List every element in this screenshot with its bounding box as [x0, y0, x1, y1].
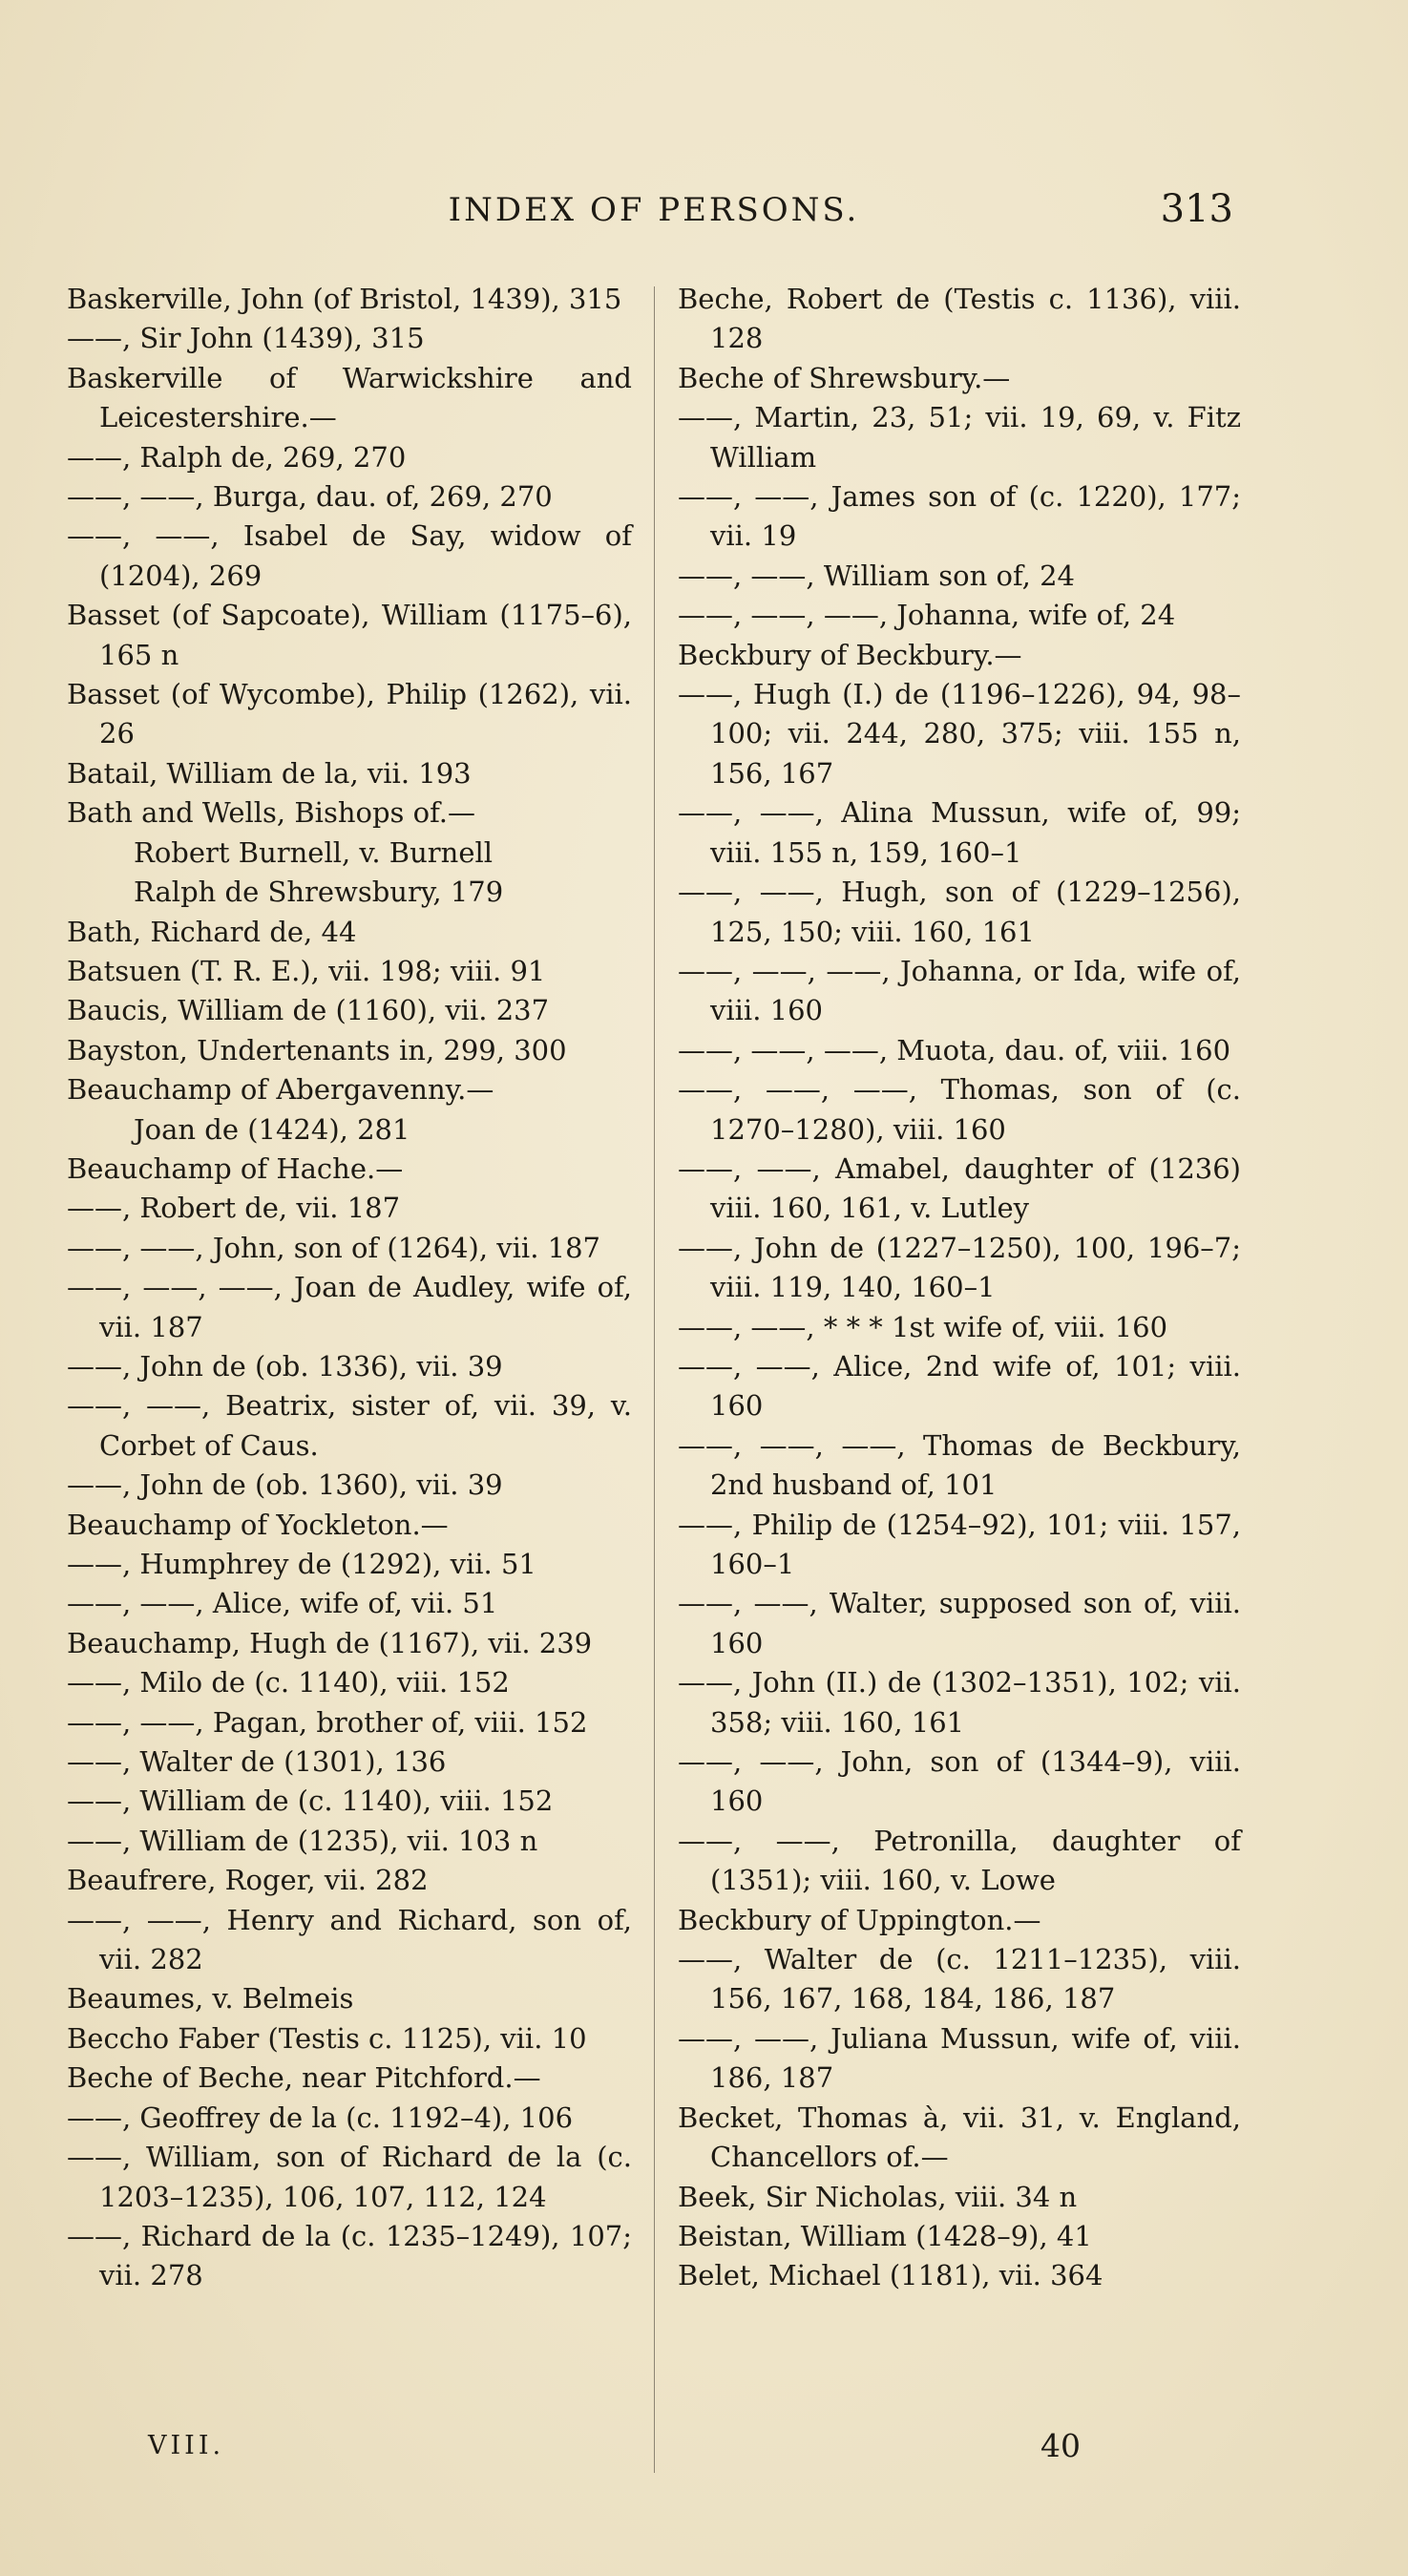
index-entry: Beauchamp of Yockleton.— — [67, 1508, 449, 1541]
index-entry: Ralph de Shrewsbury, 179 — [134, 876, 504, 909]
index-entry: Robert Burnell, v. Burnell — [134, 835, 494, 869]
right-column — [678, 280, 1241, 2296]
index-entry: Bath and Wells, Bishops of.— — [67, 796, 476, 830]
index-entry: Beistan, William (1428–9), 41 — [678, 2219, 1092, 2252]
index-entry: Beckbury of Beckbury.— — [678, 638, 1022, 671]
index-entry: ——, ——, Burga, dau. of, 269, 270 — [67, 480, 553, 514]
index-entry: ——, ——, Juliana Mussun, wife of, viii. 186, 187 — [678, 2021, 1241, 2095]
index-entry: ——, ——, ——, Johanna, or Ida, wife of, viii. 160 — [678, 954, 1241, 1027]
index-entry: ——, ——, Hugh, son of (1229–1256), 125, 150; viii. 160, 161 — [678, 876, 1241, 948]
index-entry: Batail, William de la, vii. 193 — [67, 756, 472, 790]
index-entry: Beche of Shrewsbury.— — [678, 361, 1011, 394]
signature-mark: VIII. — [148, 2431, 225, 2460]
index-entry: ——, Walter de (1301), 136 — [67, 1745, 447, 1779]
index-entry: ——, ——, Henry and Richard, son of, vii. 282 — [67, 1903, 632, 1976]
index-entry: Beek, Sir Nicholas, viii. 34 n — [678, 2180, 1078, 2213]
index-entry: ——, Walter de (c. 1211–1235), viii. 156, 167, 168, 184, 186, 187 — [678, 1943, 1241, 2016]
index-entry: ——, John de (ob. 1336), vii. 39 — [67, 1349, 503, 1383]
index-entry: ——, ——, Isabel de Say, widow of (1204), 269 — [67, 519, 632, 592]
index-entry: Beauchamp, Hugh de (1167), vii. 239 — [67, 1626, 593, 1659]
index-entry: ——, William, son of Richard de la (c. 1203–1235), 106, 107, 112, 124 — [67, 2141, 632, 2213]
index-entry: Beaumes, v. Belmeis — [67, 1982, 354, 2016]
index-entry: Baucis, William de (1160), vii. 237 — [67, 994, 550, 1027]
index-entry: Baskerville, John (of Bristol, 1439), 315 — [67, 283, 622, 315]
index-entry: Beauchamp of Hache.— — [67, 1151, 404, 1185]
index-entry: Beauchamp of Abergavenny.— — [67, 1073, 494, 1107]
index-entry: Beche of Beche, near Pitchford.— — [67, 2061, 541, 2095]
index-entry: Belet, Michael (1181), vii. 364 — [678, 2259, 1103, 2292]
index-entry: ——, ——, Petronilla, daughter of (1351); viii. 160, v. Lowe — [678, 1824, 1241, 1897]
index-entry: ——, Hugh (I.) de (1196–1226), 94, 98–100; vii. 244, 280, 375; viii. 155 n, 156, 167 — [678, 678, 1241, 790]
index-entry: ——, ——, ——, Joan de Audley, wife of, vii. 187 — [67, 1271, 632, 1343]
index-entry: ——, ——, Alina Mussun, wife of, 99; viii. 155 n, 159, 160–1 — [678, 796, 1241, 869]
index-entry: ——, ——, Walter, supposed son of, viii. 160 — [678, 1587, 1241, 1659]
index-entry: ——, ——, John, son of (1264), vii. 187 — [67, 1231, 600, 1264]
index-entry: ——, Robert de, vii. 187 — [67, 1192, 401, 1225]
index-entry: ——, Sir John (1439), 315 — [67, 322, 425, 355]
index-entry: Joan de (1424), 281 — [134, 1112, 410, 1146]
index-entry: ——, ——, Alice, 2nd wife of, 101; viii. 160 — [678, 1349, 1241, 1423]
sheet-number: 40 — [1040, 2427, 1081, 2464]
index-entry: ——, Milo de (c. 1140), viii. 152 — [67, 1666, 510, 1700]
page-number: 313 — [1160, 187, 1233, 231]
index-entry: ——, John (II.) de (1302–1351), 102; vii. 358; viii. 160, 161 — [678, 1666, 1241, 1739]
index-entry: Basset (of Wycombe), Philip (1262), vii. 26 — [67, 678, 632, 750]
index-entry: ——, Richard de la (c. 1235–1249), 107; vii. 278 — [67, 2219, 632, 2292]
index-entry: ——, ——, ——, Thomas de Beckbury, 2nd husband of, 101 — [678, 1428, 1241, 1502]
index-entry: ——, Martin, 23, 51; vii. 19, 69, v. Fitz William — [678, 401, 1241, 474]
index-entry: ——, John de (1227–1250), 100, 196–7; viii. 119, 140, 160–1 — [678, 1231, 1241, 1304]
index-entry: Beaufrere, Roger, vii. 282 — [67, 1864, 429, 1897]
index-entry: ——, Philip de (1254–92), 101; viii. 157, 160–1 — [678, 1508, 1241, 1580]
index-entry: Bath, Richard de, 44 — [67, 915, 357, 948]
index-entry: ——, ——, * * * 1st wife of, viii. 160 — [678, 1310, 1168, 1343]
index-entry: Beckbury of Uppington.— — [678, 1903, 1041, 1936]
index-entry: ——, ——, William son of, 24 — [678, 559, 1076, 592]
index-entry: Beccho Faber (Testis c. 1125), vii. 10 — [67, 2021, 587, 2055]
left-column — [67, 280, 632, 2296]
index-entry: ——, ——, ——, Thomas, son of (c. 1270–1280), viii. 160 — [678, 1073, 1241, 1146]
column-rule — [654, 286, 655, 2473]
index-entry: Baskerville of Warwickshire and Leicestershire.— — [67, 361, 632, 434]
index-entry: ——, Humphrey de (1292), vii. 51 — [67, 1548, 536, 1580]
index-entry: ——, ——, Alice, wife of, vii. 51 — [67, 1587, 498, 1620]
index-entry: ——, William de (1235), vii. 103 n — [67, 1824, 538, 1857]
running-head: INDEX OF PERSONS. — [448, 191, 860, 229]
index-entry: ——, ——, Pagan, brother of, viii. 152 — [67, 1705, 588, 1739]
index-entry: ——, ——, ——, Muota, dau. of, viii. 160 — [678, 1033, 1231, 1066]
index-entry: ——, ——, ——, Johanna, wife of, 24 — [678, 599, 1176, 632]
index-entry: ——, ——, James son of (c. 1220), 177; vii. 19 — [678, 480, 1241, 553]
index-entry: Beche, Robert de (Testis c. 1136), viii. 128 — [678, 283, 1241, 355]
index-entry: ——, John de (ob. 1360), vii. 39 — [67, 1468, 503, 1502]
index-entry: ——, Geoffrey de la (c. 1192–4), 106 — [67, 2101, 574, 2134]
index-entry: Basset (of Sapcoate), William (1175–6), 165 n — [67, 599, 632, 671]
index-entry: ——, ——, Beatrix, sister of, vii. 39, v. Corbet of Caus. — [67, 1389, 632, 1462]
index-entry: ——, ——, Amabel, daughter of (1236) viii. 160, 161, v. Lutley — [678, 1151, 1241, 1225]
index-entry: Bayston, Undertenants in, 299, 300 — [67, 1033, 567, 1066]
index-entry: Becket, Thomas à, vii. 31, v. England, Chancellors of.— — [678, 2101, 1241, 2174]
index-entry: Batsuen (T. R. E.), vii. 198; viii. 91 — [67, 954, 546, 987]
index-entry: ——, William de (c. 1140), viii. 152 — [67, 1784, 554, 1818]
index-entry: ——, Ralph de, 269, 270 — [67, 440, 407, 474]
index-entry: ——, ——, John, son of (1344–9), viii. 160 — [678, 1745, 1241, 1818]
